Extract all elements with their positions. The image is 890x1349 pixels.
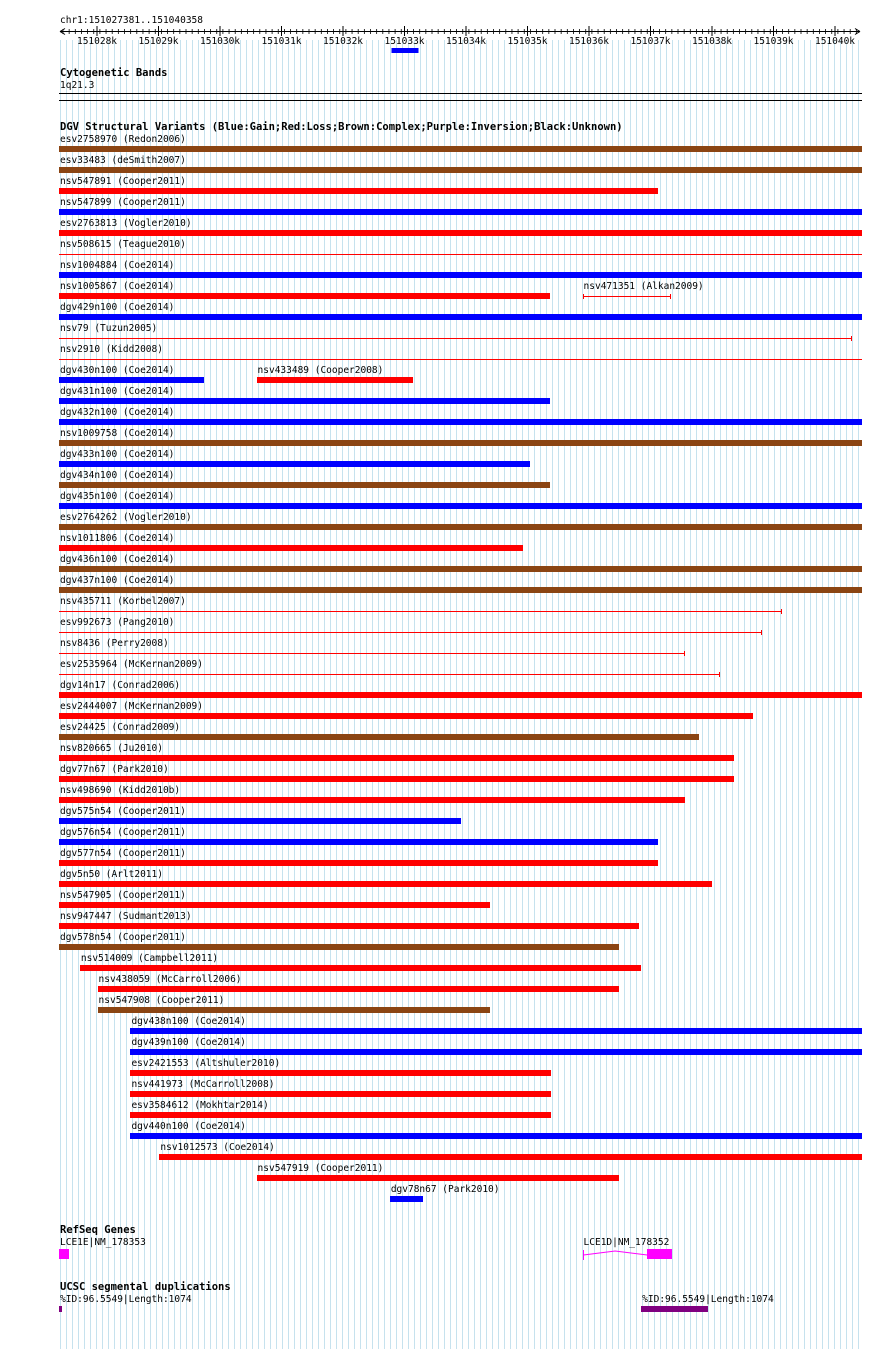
variant-label[interactable]: dgv439n100 (Coe2014) <box>131 1037 246 1048</box>
variant-line[interactable] <box>59 338 852 339</box>
variant-label[interactable]: nsv514009 (Campbell2011) <box>80 953 219 964</box>
variant-label[interactable]: nsv1004884 (Coe2014) <box>60 260 175 271</box>
gene-label[interactable]: LCE1D|NM_178352 <box>583 1237 670 1248</box>
variant-bar[interactable] <box>59 167 862 173</box>
variant-bar[interactable] <box>59 398 550 404</box>
variant-bar[interactable] <box>59 482 550 488</box>
variant-label[interactable]: dgv577n54 (Cooper2011) <box>60 848 186 859</box>
variant-bar[interactable] <box>59 188 658 194</box>
variant-label[interactable]: nsv547899 (Cooper2011) <box>60 197 186 208</box>
variant-label[interactable]: dgv431n100 (Coe2014) <box>60 386 175 397</box>
variant-label[interactable]: esv2764262 (Vogler2010) <box>60 512 192 523</box>
variant-bar[interactable] <box>59 545 523 551</box>
ruler-tick-label: 151031k <box>261 36 302 47</box>
variant-bar[interactable] <box>130 1133 862 1139</box>
variant-bar[interactable] <box>59 230 862 236</box>
variant-label[interactable]: nsv2910 (Kidd2008) <box>60 344 163 355</box>
variant-label[interactable]: nsv547905 (Cooper2011) <box>60 890 186 901</box>
cytoband-line-bottom <box>59 100 862 101</box>
variant-end-tick <box>719 672 720 677</box>
variant-bar[interactable] <box>59 272 862 278</box>
variant-label[interactable]: dgv14n17 (Conrad2006) <box>60 680 181 691</box>
variant-bar[interactable] <box>59 209 862 215</box>
variant-label[interactable]: dgv436n100 (Coe2014) <box>60 554 175 565</box>
gene-exon[interactable] <box>59 1249 69 1259</box>
variant-label[interactable]: esv2535964 (McKernan2009) <box>60 659 203 670</box>
variant-label[interactable]: nsv1011806 (Coe2014) <box>60 533 175 544</box>
variant-label[interactable]: dgv438n100 (Coe2014) <box>131 1016 246 1027</box>
variant-label[interactable]: dgv440n100 (Coe2014) <box>131 1121 246 1132</box>
segdup-bar[interactable] <box>59 1306 62 1312</box>
variant-label[interactable]: esv2758970 (Redon2006) <box>60 134 186 145</box>
variant-bar[interactable] <box>390 1196 423 1202</box>
variant-label[interactable]: dgv576n54 (Cooper2011) <box>60 827 186 838</box>
variant-label[interactable]: esv24425 (Conrad2009) <box>60 722 181 733</box>
ruler-tick-label: 151033k <box>384 36 425 47</box>
variant-bar[interactable] <box>59 839 658 845</box>
variant-bar[interactable] <box>257 1175 619 1181</box>
variant-label[interactable]: nsv547908 (Cooper2011) <box>98 995 225 1006</box>
variant-label[interactable]: nsv498690 (Kidd2010b) <box>60 785 181 796</box>
variant-label[interactable]: nsv438059 (McCarroll2006) <box>98 974 242 985</box>
variant-end-tick <box>670 294 671 299</box>
ruler-tick-label: 151036k <box>568 36 610 47</box>
variant-label[interactable]: dgv435n100 (Coe2014) <box>60 491 175 502</box>
variant-label[interactable]: nsv1012573 (Coe2014) <box>160 1142 275 1153</box>
variant-bar[interactable] <box>130 1049 862 1055</box>
variant-label[interactable]: dgv437n100 (Coe2014) <box>60 575 175 586</box>
variant-bar[interactable] <box>159 1154 862 1160</box>
variant-label[interactable]: dgv578n54 (Cooper2011) <box>60 932 186 943</box>
gene-exon[interactable] <box>647 1249 672 1259</box>
variant-bar[interactable] <box>59 440 862 446</box>
variant-label[interactable]: dgv575n54 (Cooper2011) <box>60 806 186 817</box>
variant-label[interactable]: nsv508615 (Teague2010) <box>60 239 186 250</box>
position-label: chr1:151027381..151040358 <box>60 15 203 26</box>
variant-bar[interactable] <box>59 818 461 824</box>
variant-line[interactable] <box>59 632 762 633</box>
variant-label[interactable]: esv2763813 (Vogler2010) <box>60 218 192 229</box>
variant-label[interactable]: esv3584612 (Mokhtar2014) <box>131 1100 269 1111</box>
variant-bar[interactable] <box>59 944 619 950</box>
variant-bar[interactable] <box>59 314 862 320</box>
variant-label[interactable]: dgv77n67 (Park2010) <box>60 764 169 775</box>
variant-bar[interactable] <box>59 797 685 803</box>
variant-label[interactable]: nsv471351 (Alkan2009) <box>583 281 704 292</box>
variant-label[interactable]: dgv434n100 (Coe2014) <box>60 470 175 481</box>
variant-line[interactable] <box>59 359 862 360</box>
variant-bar[interactable] <box>59 755 734 761</box>
variant-label[interactable]: dgv432n100 (Coe2014) <box>60 407 175 418</box>
variant-label[interactable]: nsv547891 (Cooper2011) <box>60 176 186 187</box>
segdup-bar[interactable] <box>641 1306 708 1312</box>
variant-label[interactable]: esv2444007 (McKernan2009) <box>60 701 203 712</box>
variant-bar[interactable] <box>130 1070 551 1076</box>
variant-line[interactable] <box>583 296 671 297</box>
cytoband-label: 1q21.3 <box>60 80 95 91</box>
segdup-label[interactable]: %ID:96.5549|Length:1074 <box>642 1294 774 1305</box>
variant-label[interactable]: nsv435711 (Korbel2007) <box>60 596 186 607</box>
variant-label[interactable]: dgv429n100 (Coe2014) <box>60 302 175 313</box>
variant-label[interactable]: dgv430n100 (Coe2014) <box>60 365 175 376</box>
variant-bar[interactable] <box>59 566 862 572</box>
variant-bar[interactable] <box>59 503 862 509</box>
variant-bar[interactable] <box>59 461 530 467</box>
variant-end-tick <box>781 609 782 614</box>
variant-bar[interactable] <box>59 377 204 383</box>
variant-end-tick <box>684 651 685 656</box>
variant-bar[interactable] <box>59 881 712 887</box>
variant-bar[interactable] <box>59 776 734 782</box>
cytoband-track-title[interactable]: Cytogenetic Bands <box>60 67 168 79</box>
variant-label[interactable]: nsv433489 (Cooper2008) <box>257 365 384 376</box>
variant-line[interactable] <box>59 674 720 675</box>
ruler-tick-label: 151040k <box>814 36 856 47</box>
variant-label[interactable]: dgv78n67 (Park2010) <box>390 1184 500 1195</box>
variant-label[interactable]: dgv5n50 (Arlt2011) <box>60 869 163 880</box>
ruler-view-highlight <box>392 48 419 53</box>
variant-bar[interactable] <box>59 902 490 908</box>
gene-intron <box>583 1248 649 1262</box>
variant-bar[interactable] <box>130 1112 551 1118</box>
variant-bar[interactable] <box>130 1028 862 1034</box>
variant-bar[interactable] <box>80 965 641 971</box>
ruler-tick-label: 151028k <box>76 36 118 47</box>
variant-line[interactable] <box>59 653 685 654</box>
variant-label[interactable]: nsv79 (Tuzun2005) <box>60 323 158 334</box>
refseq-track-title[interactable]: RefSeq Genes <box>60 1224 136 1236</box>
ruler-tick-label: 151035k <box>507 36 548 47</box>
variant-bar[interactable] <box>98 986 619 992</box>
ruler-tick-label: 151037k <box>630 36 671 47</box>
variant-bar[interactable] <box>59 713 753 719</box>
ruler-tick-label: 151034k <box>445 36 487 47</box>
variant-line[interactable] <box>59 611 782 612</box>
variant-bar[interactable] <box>59 524 862 530</box>
dgv-track-title[interactable]: DGV Structural Variants (Blue:Gain;Red:Loss;Brown:Complex;Purple:Inversion;Black:Unknown) <box>60 121 623 133</box>
ruler-tick-label: 151032k <box>322 36 364 47</box>
segdup-track-title[interactable]: UCSC segmental duplications <box>60 1281 231 1293</box>
variant-label[interactable]: nsv8436 (Perry2008) <box>60 638 169 649</box>
variant-bar[interactable] <box>59 734 699 740</box>
variant-label[interactable]: nsv1005867 (Coe2014) <box>60 281 175 292</box>
variant-label[interactable]: esv33483 (deSmith2007) <box>60 155 186 166</box>
cytoband-line-top <box>59 93 862 94</box>
variant-end-tick <box>761 630 762 635</box>
variant-end-tick <box>583 294 584 299</box>
variant-label[interactable]: nsv947447 (Sudmant2013) <box>60 911 192 922</box>
variant-bar[interactable] <box>59 860 658 866</box>
variant-bar[interactable] <box>59 692 862 698</box>
variant-bar[interactable] <box>59 146 862 152</box>
ruler-tick-label: 151038k <box>691 36 733 47</box>
segdup-label[interactable]: %ID:96.5549|Length:1074 <box>60 1294 192 1305</box>
variant-label[interactable]: dgv433n100 (Coe2014) <box>60 449 175 460</box>
variant-bar[interactable] <box>59 419 862 425</box>
variant-label[interactable]: nsv820665 (Ju2010) <box>60 743 163 754</box>
variant-bar[interactable] <box>257 377 414 383</box>
ruler-tick-label: 151039k <box>753 36 794 47</box>
variant-label[interactable]: esv2421553 (Altshuler2010) <box>131 1058 281 1069</box>
variant-bar[interactable] <box>98 1007 491 1013</box>
variant-label[interactable]: nsv1009758 (Coe2014) <box>60 428 175 439</box>
variant-label[interactable]: nsv547919 (Cooper2011) <box>257 1163 384 1174</box>
variant-bar[interactable] <box>59 587 862 593</box>
variant-label[interactable]: nsv441973 (McCarroll2008) <box>131 1079 275 1090</box>
ruler-tick-label: 151030k <box>199 36 241 47</box>
variant-bar[interactable] <box>59 923 639 929</box>
variant-end-tick <box>851 336 852 341</box>
variant-bar[interactable] <box>130 1091 551 1097</box>
ruler-tick-label: 151029k <box>138 36 179 47</box>
gene-label[interactable]: LCE1E|NM_178353 <box>60 1237 146 1248</box>
variant-label[interactable]: esv992673 (Pang2010) <box>60 617 175 628</box>
variant-bar[interactable] <box>59 293 550 299</box>
variant-line[interactable] <box>59 254 862 255</box>
